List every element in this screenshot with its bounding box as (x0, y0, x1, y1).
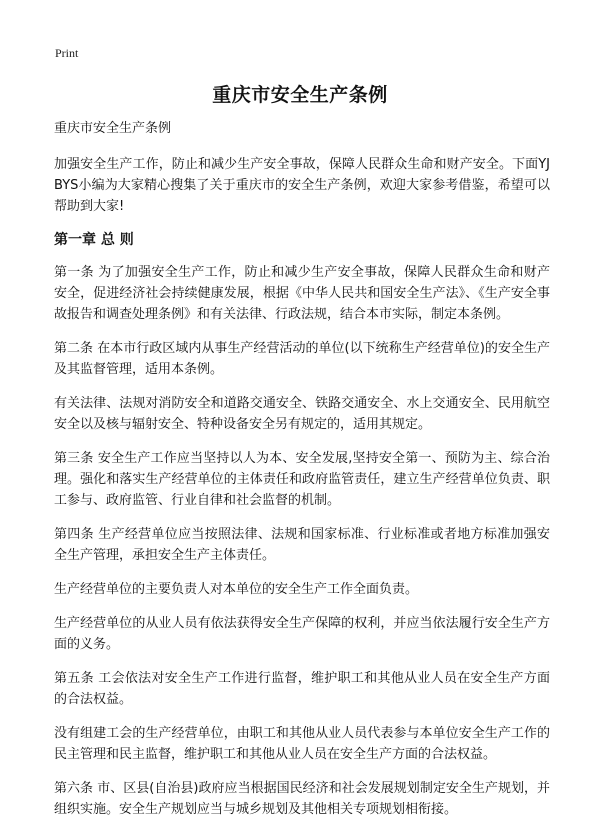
article-5-clause-paragraph: 没有组建工会的生产经营单位，由职工和其他从业人员代表参与本单位安全生产工作的民主管理和民主监督，维护职工和其他从业人员在安全生产方面的合法权益。 (54, 726, 550, 762)
document-body (54, 118, 550, 833)
article-6-paragraph: 第六条 市、区县(自治县)政府应当根据国民经济和社会发展规划制定安全生产规划，并组织实施。安全生产规划应当与城乡规划及其他相关专项规划相衔接。 (54, 781, 550, 817)
article-2-clause-paragraph: 有关法律、法规对消防安全和道路交通安全、铁路交通安全、水上交通安全、民用航空安全以及核与辐射安全、特种设备安全另有规定的，适用其规定。 (54, 396, 550, 432)
document-subtitle: 重庆市安全生产条例 (54, 121, 172, 136)
page-title: 重庆市安全生产条例 (212, 84, 388, 106)
print-label[interactable]: Print (55, 46, 79, 60)
article-4-clause-paragraph: 生产经营单位的从业人员有依法获得安全生产保障的权利，并应当依法履行安全生产方面的义务。 (54, 616, 550, 652)
article-4-paragraph: 第四条 生产经营单位应当按照法律、法规和国家标准、行业标准或者地方标准加强安全生产管理，承担安全生产主体责任。 (54, 527, 550, 563)
intro-paragraph: 加强安全生产工作，防止和减少生产安全事故，保障人民群众生命和财产安全。下面YJBYS小编为大家精心搜集了关于重庆市的安全生产条例，欢迎大家参考借鉴，希望可以帮助到大家! (54, 157, 550, 214)
article-3-paragraph: 第三条 安全生产工作应当坚持以人为本、安全发展,坚持安全第一、预防为主、综合治理。强化和落实生产经营单位的主体责任和政府监管责任，建立生产经营单位负责、职工参与、政府监管、行业自律和社会监督的机制。 (54, 451, 550, 508)
article-1-paragraph: 第一条 为了加强安全生产工作，防止和减少生产安全事故，保障人民群众生命和财产安全，促进经济社会持续健康发展，根据《中华人民共和国安全生产法》、《生产安全事故报告和调查处理条例》和有关法律、行政法规，结合本市实际，制定本条例。 (54, 265, 550, 322)
article-5-paragraph: 第五条 工会依法对安全生产工作进行监督，维护职工和其他从业人员在安全生产方面的合法权益。 (54, 671, 550, 707)
chapter-heading: 第一章 总 则 (54, 232, 134, 248)
article-2-paragraph: 第二条 在本市行政区域内从事生产经营活动的单位(以下统称生产经营单位)的安全生产及其监督管理，适用本条例。 (54, 341, 550, 377)
article-4-clause-paragraph: 生产经营单位的主要负责人对本单位的安全生产工作全面负责。 (54, 582, 419, 597)
